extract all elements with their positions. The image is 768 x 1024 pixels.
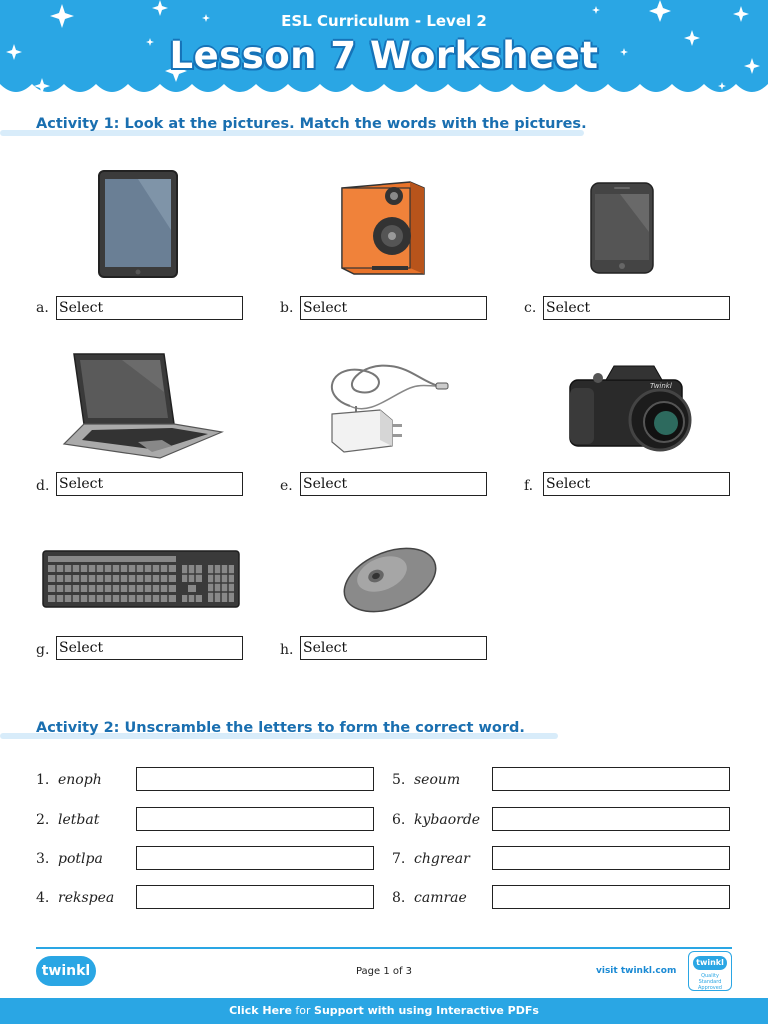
tablet-picture xyxy=(98,170,178,278)
footer-divider xyxy=(36,947,732,949)
phone-picture xyxy=(590,182,654,274)
match-letter: h. xyxy=(280,642,294,658)
match-letter: e. xyxy=(280,478,293,494)
scrambled-word: seoum xyxy=(414,772,461,788)
match-letter: f. xyxy=(524,478,534,494)
page-number: Page 1 of 3 xyxy=(355,966,413,977)
select-dropdown-g[interactable]: Select xyxy=(56,636,243,660)
match-letter: c. xyxy=(524,300,537,316)
scrambled-word: kybaorde xyxy=(414,812,481,828)
scrambled-word: potlpa xyxy=(58,851,103,867)
camera-brand-label: Twinkl xyxy=(650,382,672,390)
activity1-heading: Activity 1: Look at the pictures. Match the words with the pictures. xyxy=(36,116,587,132)
answer-field-8[interactable] xyxy=(492,885,730,909)
mouse-picture xyxy=(340,544,440,614)
answer-field-4[interactable] xyxy=(136,885,374,909)
match-letter: g. xyxy=(36,642,50,658)
laptop-picture xyxy=(62,352,224,460)
page-title: Lesson 7 Worksheet xyxy=(169,34,599,77)
match-letter: a. xyxy=(36,300,49,316)
match-letter: b. xyxy=(280,300,294,316)
item-number: 1. xyxy=(36,772,50,788)
scrambled-word: chgrear xyxy=(414,851,470,867)
answer-field-2[interactable] xyxy=(136,807,374,831)
item-number: 7. xyxy=(392,851,406,867)
scrambled-word: letbat xyxy=(58,812,100,828)
item-number: 2. xyxy=(36,812,50,828)
select-dropdown-d[interactable]: Select xyxy=(56,472,243,496)
camera-picture xyxy=(568,362,696,452)
scrambled-word: enoph xyxy=(58,772,102,788)
support-bar[interactable] xyxy=(0,998,768,1024)
select-dropdown-f[interactable]: Select xyxy=(543,472,730,496)
select-dropdown-b[interactable]: Select xyxy=(300,296,487,320)
match-letter: d. xyxy=(36,478,50,494)
item-number: 4. xyxy=(36,890,50,906)
badge-logo: twinkl xyxy=(693,956,727,970)
speaker-picture xyxy=(340,178,426,276)
answer-field-5[interactable] xyxy=(492,767,730,791)
item-number: 5. xyxy=(392,772,406,788)
banner-subtitle: ESL Curriculum - Level 2 xyxy=(281,12,487,30)
select-dropdown-e[interactable]: Select xyxy=(300,472,487,496)
item-number: 8. xyxy=(392,890,406,906)
item-number: 6. xyxy=(392,812,406,828)
charger-picture xyxy=(320,356,452,456)
select-dropdown-c[interactable]: Select xyxy=(543,296,730,320)
quality-badge xyxy=(688,951,732,991)
answer-field-6[interactable] xyxy=(492,807,730,831)
select-dropdown-h[interactable]: Select xyxy=(300,636,487,660)
click-here-link[interactable]: Click Here xyxy=(229,1004,292,1017)
support-bar-connector: for xyxy=(291,1004,315,1017)
item-number: 3. xyxy=(36,851,50,867)
select-dropdown-a[interactable]: Select xyxy=(56,296,243,320)
visit-link[interactable]: visit twinkl.com xyxy=(596,966,677,976)
answer-field-7[interactable] xyxy=(492,846,730,870)
twinkl-logo: twinkl xyxy=(36,956,96,986)
badge-text: Quality Standard Approved xyxy=(698,973,722,991)
keyboard-picture xyxy=(42,550,240,608)
answer-field-3[interactable] xyxy=(136,846,374,870)
header-banner xyxy=(0,0,768,104)
scrambled-word: camrae xyxy=(414,890,467,906)
answer-field-1[interactable] xyxy=(136,767,374,791)
support-text: Support with using Interactive PDFs xyxy=(314,1004,539,1017)
scrambled-word: rekspea xyxy=(58,890,115,906)
activity2-heading: Activity 2: Unscramble the letters to form the correct word. xyxy=(36,720,525,736)
